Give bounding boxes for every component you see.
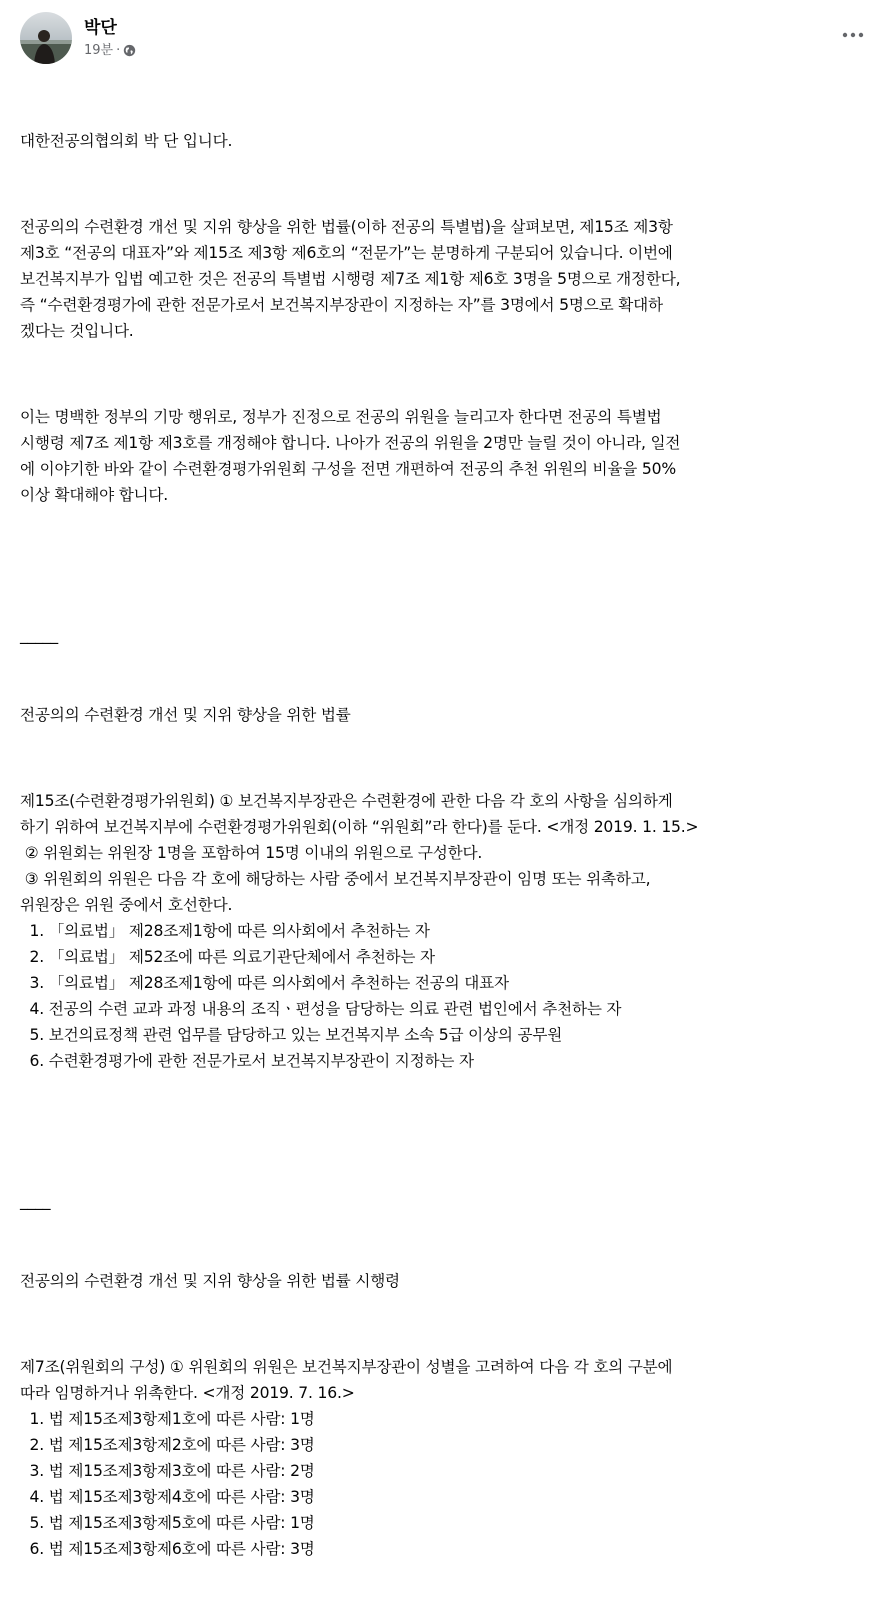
post-body <box>20 76 873 1622</box>
avatar-photo <box>20 12 72 64</box>
more-horizontal-icon <box>842 23 864 42</box>
separator-line: _____ <box>20 626 58 644</box>
separator-line: ____ <box>20 1192 51 1210</box>
paragraph-argument: 이는 명백한 정부의 기망 행위로, 정부가 진정으로 전공의 위원을 늘리고자 한다면 전공의 특별법 시행령 제7조 제1항 제3호를 개정해야 합니다. 나아가 전공의 위원을 2명만 늘릴 것이 아니라, 일전 에 이야기한 바와 같이 수련환경평가위원회 구성을 전면 개편하여 전공의 추천 위원의 비율을 50% 이상 확대해야 합니다. <box>20 408 681 504</box>
author-avatar[interactable] <box>20 12 72 64</box>
decree-article-7: 제7조(위원회의 구성) ① 위원회의 위원은 보건복지부장관이 성별을 고려하여 다음 각 호의 구분에 따라 임명하거나 위촉한다. <개정 2019. 7. 16.> 1. 법 제15조제3항제1호에 따른 사람: 1명 2. 법 제15조제3항제2호에 따른 사람: 3명 3. 법 제15조제3항제3호에 따른 사람: 2명 4. 법 제15조제3항제4호에 따른 사람: 3명 5. 법 제15조제3항제5호에 따른 사람: 1명 6. 법 제15조제3항제6호에 따른 사람: 3명 <box>20 1358 673 1558</box>
globe-icon[interactable] <box>123 44 136 57</box>
paragraph-law-comparison: 전공의의 수련환경 개선 및 지위 향상을 위한 법률(이하 전공의 특별법)을 살펴보면, 제15조 제3항 제3호 “전공의 대표자”와 제15조 제3항 제6호의 “전문가”는 분명하게 구분되어 있습니다. 이번에 보건복지부가 입법 예고한 것은 전공의 특별법 시행령 제7조 제1항 제6호 3명을 5명으로 개정한다, 즉 “수련환경평가에 관한 전문가로서 보건복지부장관이 지정하는 자”를 3명에서 5명으로 확대하 겠다는 것입니다. <box>20 218 681 340</box>
author-name[interactable]: 박단 <box>84 17 117 38</box>
author-block <box>84 17 136 60</box>
meta-separator: · <box>116 42 121 58</box>
law-article-15: 제15조(수련환경평가위원회) ① 보건복지부장관은 수련환경에 관한 다음 각 호의 사항을 심의하게 하기 위하여 보건복지부에 수련환경평가위원회(이하 “위원회”라 한다)를 둔다. <개정 2019. 1. 15.> ② 위원회는 위원장 1명을 포함하여 15명 이내의 위원으로 구성한다. ③ 위원회의 위원은 다음 각 호에 해당하는 사람 중에서 보건복지부장관이 임명 또는 위촉하고, 위원장은 위원 중에서 호선한다. 1. 「의료법」 제28조제1항에 따른 의사회에서 추천하는 자 2. 「의료법」 제52조에 따른 의료기관단체에서 추천하는 자 3. 「의료법」 제28조제1항에 따른 의사회에서 추천하는 전공의 대표자 4. 전공의 수련 교과 과정 내용의 조직ㆍ편성을 담당하는 의료 관련 법인에서 추천하는 자 5. 보건의료정책 관련 업무를 담당하고 있는 보건복지부 소속 5급 이상의 공무원 6. 수련환경평가에 관한 전문가로서 보건복지부장관이 지정하는 자 <box>20 792 699 1070</box>
paragraph-greeting: 대한전공의협의회 박 단 입니다. <box>20 132 233 150</box>
post-meta <box>84 42 136 60</box>
post-time[interactable]: 19분 <box>84 42 114 58</box>
decree-title: 전공의의 수련환경 개선 및 지위 향상을 위한 법률 시행령 <box>20 1272 400 1290</box>
law-title: 전공의의 수련환경 개선 및 지위 향상을 위한 법률 <box>20 706 351 724</box>
post-header <box>20 8 873 68</box>
more-options-button[interactable] <box>835 18 871 46</box>
